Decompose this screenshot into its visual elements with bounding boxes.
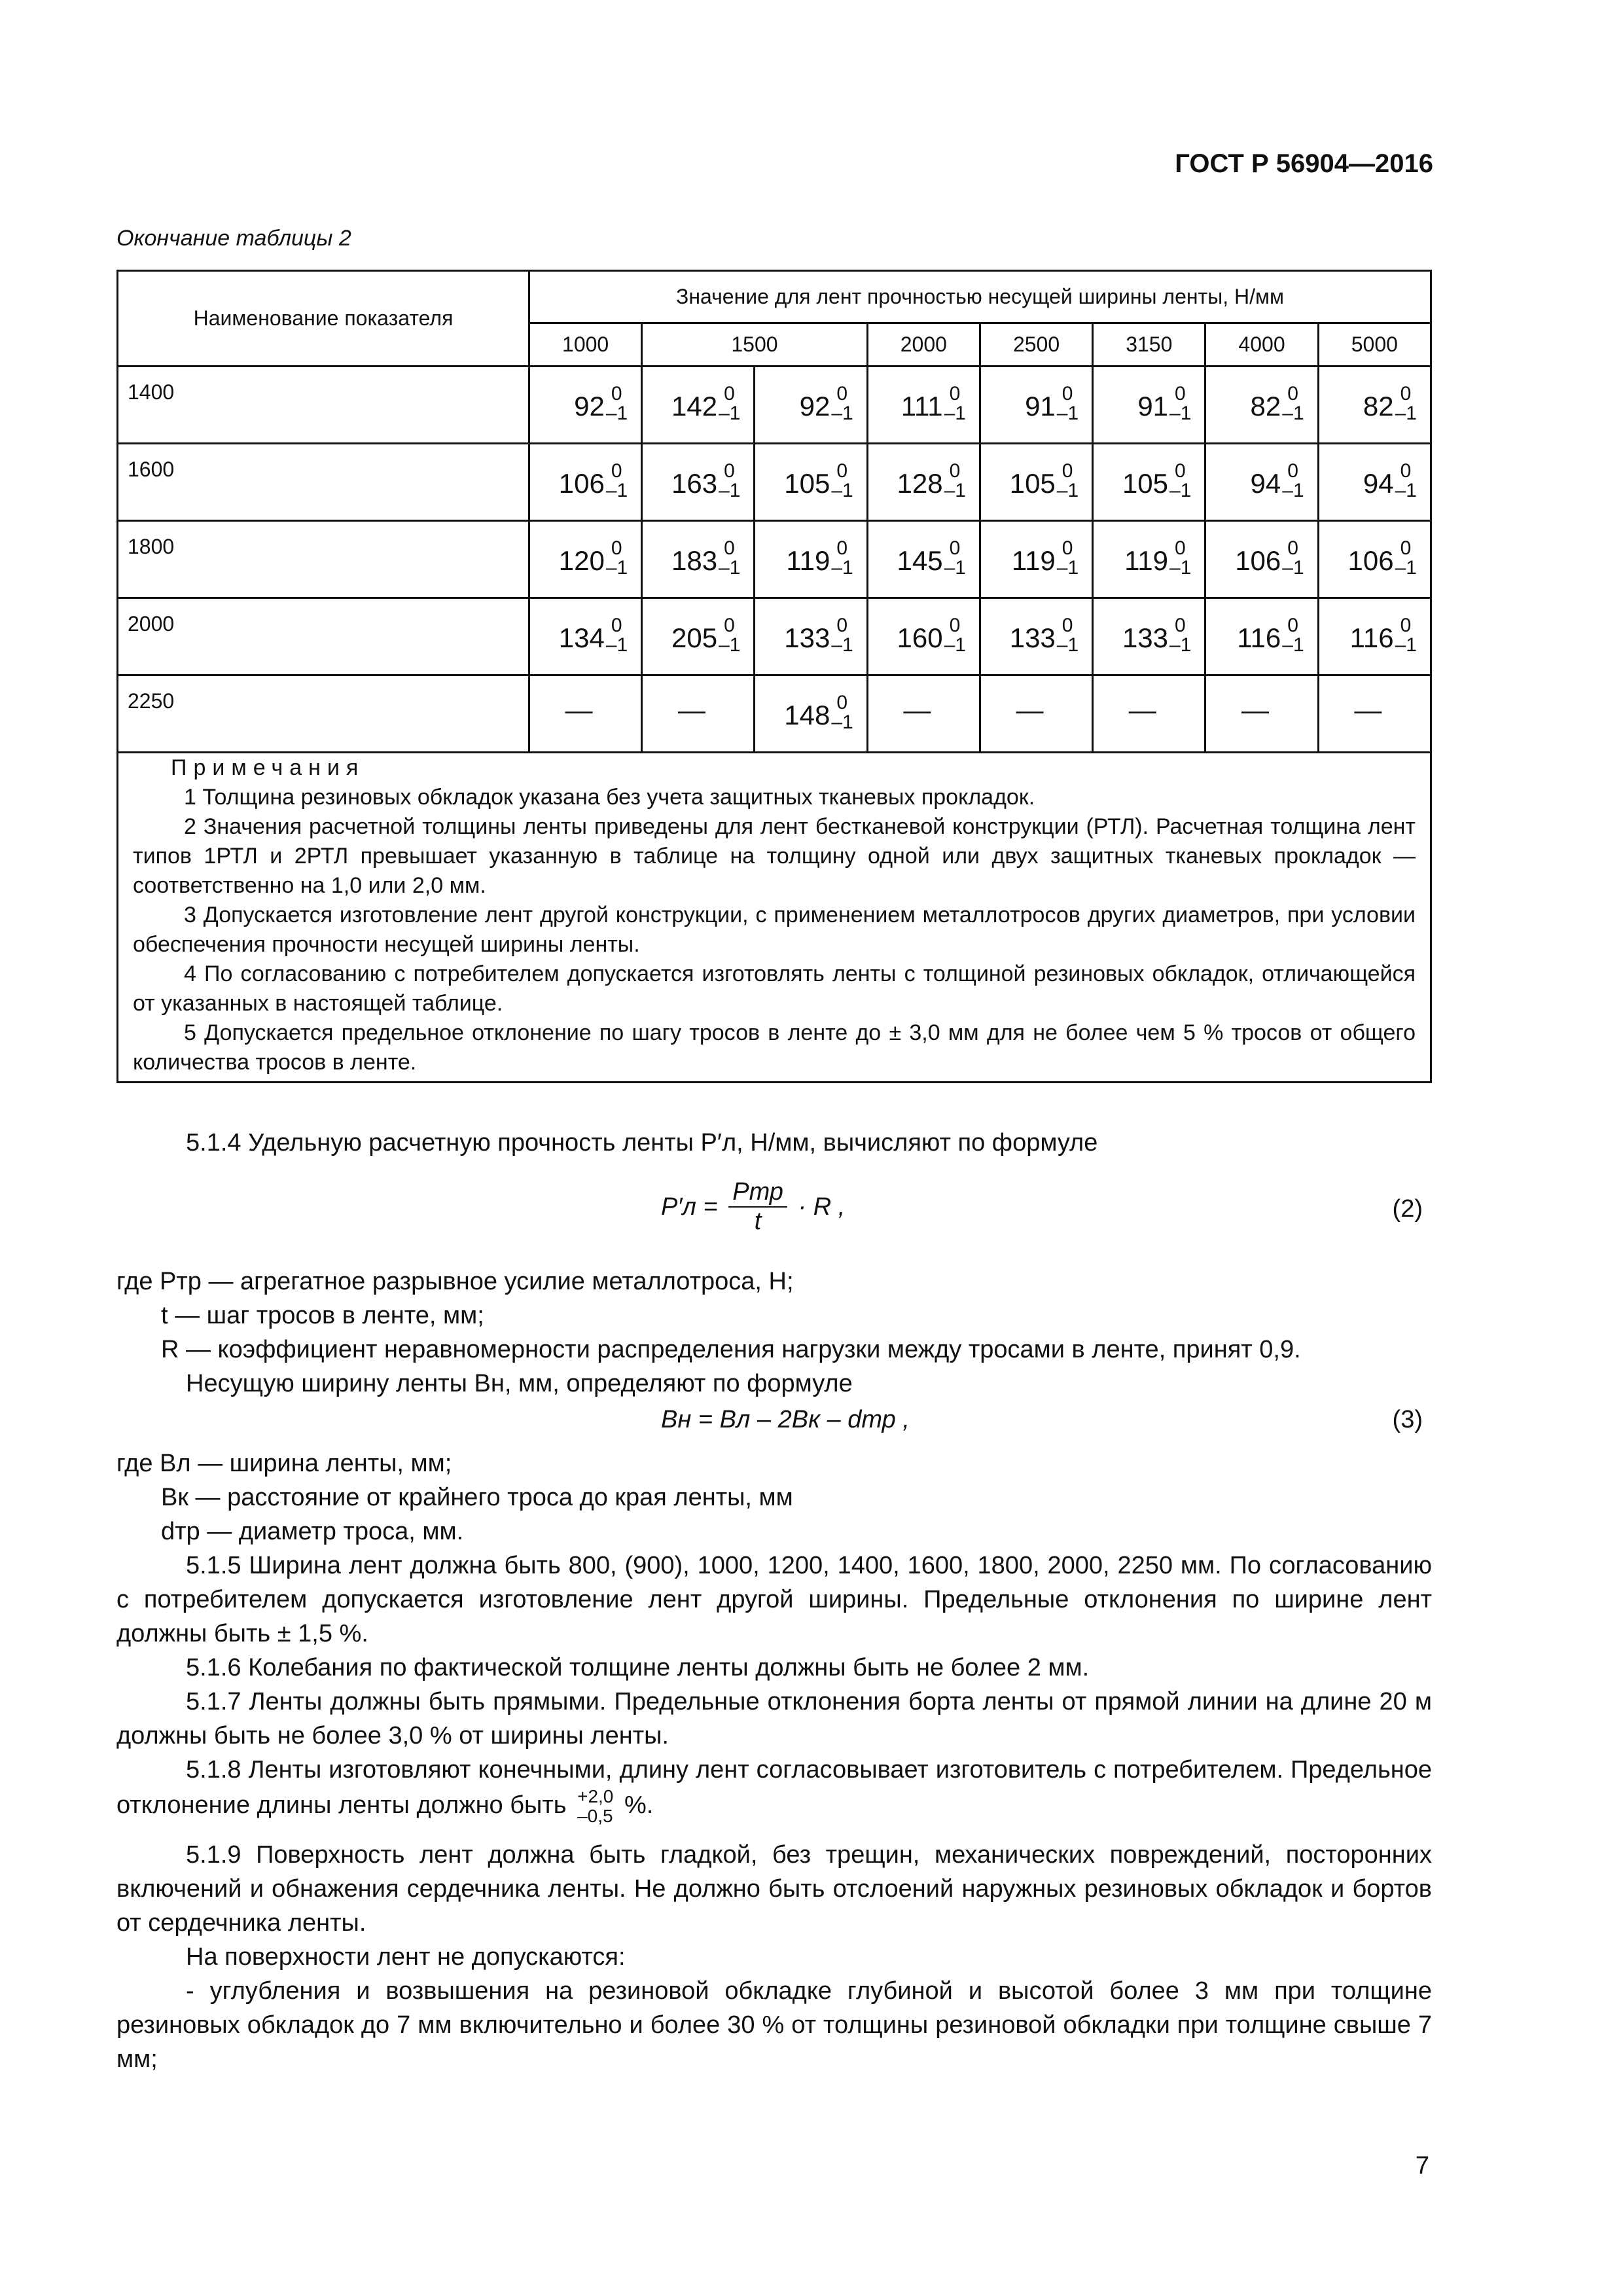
where-dtr: dтр — диаметр троса, мм. [161, 1518, 464, 1545]
tolerance-lower: –1 [1282, 557, 1304, 579]
table-cell [1318, 444, 1431, 521]
tolerance [1395, 616, 1417, 655]
tolerance-upper: 0 [724, 615, 735, 636]
tolerance [944, 384, 966, 423]
tolerance-lower: –1 [605, 557, 628, 579]
cell-value: 94 [1250, 468, 1281, 499]
cell-value: 183 [671, 545, 718, 576]
para-5-1-4: 5.1.4 Удельную расчетную прочность ленты P′л, Н/мм, вычисляют по формуле [186, 1129, 1098, 1157]
table-cell [642, 521, 755, 598]
tolerance-upper: 0 [1400, 460, 1412, 482]
para-5-1-8-text: 5.1.8 Ленты изготовляют конечными, длину лент согласовывает изготовитель с потребителем. Предельное отклонение длины ленты должно быть [116, 1756, 1432, 1820]
tolerance-lower: –1 [1169, 480, 1192, 501]
row-label: 1800 [118, 521, 529, 598]
cell-value: 133 [784, 622, 830, 653]
table-cell [1205, 598, 1318, 675]
tolerance [944, 461, 966, 501]
cell-value: 82 [1363, 391, 1394, 422]
table-row [118, 521, 1431, 598]
table-cell [1093, 598, 1205, 675]
tolerance-lower: –1 [831, 634, 853, 656]
tolerance-lower: –1 [1282, 480, 1304, 501]
table-cell [529, 598, 642, 675]
length-tolerance-upper: +2,0 [577, 1786, 614, 1806]
tolerance-lower: –1 [1056, 403, 1079, 424]
tolerance-upper: 0 [836, 460, 848, 482]
table-cell [980, 521, 1092, 598]
formula2-lhs: P′л = [661, 1193, 718, 1221]
cell-value: 120 [558, 545, 605, 576]
tolerance [606, 461, 628, 501]
column-header: 1500 [642, 323, 867, 367]
tolerance [1169, 384, 1191, 423]
cell-value: 106 [1347, 545, 1394, 576]
cell-value: 111 [901, 391, 943, 422]
column-header: 3150 [1093, 323, 1205, 367]
cell-value: 91 [1137, 391, 1169, 422]
tolerance [1395, 384, 1417, 423]
equation-number-3: (3) [1392, 1406, 1423, 1433]
para-5-1-8 [116, 1753, 1432, 1826]
tolerance-upper: 0 [1175, 460, 1186, 482]
para-surface: На поверхности лент не допускаются: [186, 1943, 626, 1971]
cell-value: 142 [671, 391, 718, 422]
formula2-denominator: t [754, 1208, 762, 1235]
table-cell [642, 367, 755, 444]
name-header: Наименование показателя [118, 271, 529, 367]
tolerance-upper: 0 [836, 692, 848, 713]
cell-value: 145 [897, 545, 943, 576]
para-5-1-6: 5.1.6 Колебания по фактической толщине ленты должны быть не более 2 мм. [186, 1654, 1090, 1681]
where-block-1 [116, 1265, 1432, 1401]
where-r: R — коэффициент неравномерности распределения нагрузки между тросами в ленте, принят 0,9. [161, 1336, 1301, 1363]
tolerance-upper: 0 [949, 460, 961, 482]
tolerance [1282, 384, 1304, 423]
tolerance-upper: 0 [724, 383, 735, 404]
cell-value: 94 [1363, 468, 1394, 499]
thickness-table [116, 270, 1432, 1083]
tolerance [1395, 539, 1417, 578]
table-cell [1205, 675, 1318, 753]
tolerance [831, 616, 853, 655]
cell-value: 119 [1124, 545, 1169, 576]
table-cell [529, 444, 642, 521]
section-5-1-4 [116, 1126, 1432, 1160]
table-cell [980, 444, 1092, 521]
tolerance-lower: –1 [1395, 557, 1417, 579]
cell-value: 105 [784, 468, 830, 499]
tolerance [1169, 616, 1191, 655]
tolerance-upper: 0 [1400, 615, 1412, 636]
tolerance [1169, 461, 1191, 501]
cell-value: 119 [1011, 545, 1056, 576]
tolerance-upper: 0 [836, 615, 848, 636]
length-tolerance [577, 1787, 613, 1826]
para-5-1-8-end: %. [624, 1791, 654, 1820]
tolerance [944, 616, 966, 655]
cell-value: 205 [671, 622, 718, 653]
cell-value: 92 [574, 391, 605, 422]
table-cell [1093, 521, 1205, 598]
table-cell [755, 367, 867, 444]
table-cell [642, 598, 755, 675]
column-header: 2500 [980, 323, 1092, 367]
empty-dash: — [1241, 694, 1270, 725]
note-item: 1 Толщина резиновых обкладок указана без учета защитных тканевых прокладок. [184, 785, 1035, 810]
tolerance-lower: –1 [719, 634, 741, 656]
tolerance-lower: –1 [831, 403, 853, 424]
formula-3: Bн = Bл – 2Bк – dтр , [661, 1406, 910, 1433]
tolerance [719, 461, 740, 501]
table-row [118, 444, 1431, 521]
where-t: t — шаг тросов в ленте, мм; [161, 1302, 484, 1329]
tolerance [831, 693, 853, 732]
note-item: 4 По согласованию с потребителем допускается изготовлять ленты с толщиной резиновых обкладок, отличающейся от указанных в настоящей таблице. [133, 961, 1416, 1016]
tolerance-lower: –1 [719, 557, 741, 579]
para-5-1-5: 5.1.5 Ширина лент должна быть 800, (900), 1000, 1200, 1400, 1600, 1800, 2000, 2250 мм. По согласованию с потребителем допускается изготовление лент другой ширины. Предельные отклонения по ширине лент должны быть ± 1,5 %. [116, 1552, 1432, 1647]
tolerance [606, 539, 628, 578]
table-cell [867, 521, 980, 598]
tolerance-lower: –1 [1056, 480, 1079, 501]
cell-value: 128 [897, 468, 943, 499]
tolerance [606, 616, 628, 655]
tolerance-upper: 0 [1400, 383, 1412, 404]
empty-dash: — [677, 694, 705, 725]
tolerance [1057, 539, 1079, 578]
cell-value: 160 [897, 622, 943, 653]
table-cell [1318, 521, 1431, 598]
table-cell [529, 367, 642, 444]
tolerance-upper: 0 [949, 537, 961, 559]
notes-cell [118, 753, 1431, 1083]
table-cell [1318, 367, 1431, 444]
para-bn: Несущую ширину ленты Bн, мм, определяют по формуле [186, 1370, 853, 1397]
tolerance-lower: –1 [1169, 403, 1192, 424]
table-cell [1093, 444, 1205, 521]
where-bl: где Bл — ширина ленты, мм; [116, 1450, 452, 1477]
tolerance-upper: 0 [836, 537, 848, 559]
table-row [118, 367, 1431, 444]
tolerance-lower: –1 [1282, 634, 1304, 656]
tolerance-lower: –1 [944, 403, 966, 424]
tolerance-lower: –1 [605, 634, 628, 656]
para-bullet: - углубления и возвышения на резиновой обкладке глубиной и высотой более 3 мм при толщине резиновых обкладок до 7 мм включительно и более 30 % от толщины резиновой обкладки при толщине свыше 7 мм; [116, 1977, 1432, 2073]
tolerance [1282, 461, 1304, 501]
where-bk: Bк — расстояние от крайнего троса до края ленты, мм [161, 1484, 793, 1511]
column-header: 1000 [529, 323, 642, 367]
para-5-1-7: 5.1.7 Ленты должны быть прямыми. Предельные отклонения борта ленты от прямой линии на длине 20 м должны быть не более 3,0 % от ширины ленты. [116, 1688, 1432, 1749]
equation-number-2: (2) [1392, 1195, 1423, 1223]
table-cell [1205, 521, 1318, 598]
cell-value: 163 [671, 468, 718, 499]
tolerance [1057, 461, 1079, 501]
tolerance [719, 616, 740, 655]
tolerance-lower: –1 [944, 480, 966, 501]
tolerance-lower: –1 [1395, 403, 1417, 424]
table-cell [642, 444, 755, 521]
tolerance-upper: 0 [1287, 383, 1298, 404]
row-label: 2250 [118, 675, 529, 753]
tolerance-lower: –1 [719, 480, 741, 501]
note-item: 2 Значения расчетной толщины ленты приведены для лент бестканевой конструкции (РТЛ). Расчетная толщина лент типов 1РТЛ и 2РТЛ превышает указанную в таблице на толщину одной или двух защитных тканевых прокладок — соответственно на 1,0 или 2,0 мм. [133, 814, 1416, 898]
table-cell [867, 444, 980, 521]
cell-value: 133 [1009, 622, 1056, 653]
cell-value: 134 [558, 622, 605, 653]
tolerance-lower: –1 [1056, 634, 1079, 656]
note-item: 5 Допускается предельное отклонение по шагу тросов в ленте до ± 3,0 мм для не более чем 5 % тросов от общего количества тросов в ленте. [133, 1020, 1416, 1075]
tolerance-upper: 0 [1061, 460, 1073, 482]
cell-value: 116 [1237, 622, 1281, 653]
tolerance-lower: –1 [1282, 403, 1304, 424]
group-header: Значение для лент прочностью несущей ширины ленты, Н/мм [529, 271, 1431, 323]
table-cell [1318, 598, 1431, 675]
cell-value: 105 [1009, 468, 1056, 499]
tolerance-lower: –1 [831, 711, 853, 733]
tolerance-upper: 0 [949, 383, 961, 404]
table-cell [1093, 675, 1205, 753]
empty-dash: — [1354, 694, 1382, 725]
row-label: 2000 [118, 598, 529, 675]
tolerance-upper: 0 [949, 615, 961, 636]
table-cell [980, 675, 1092, 753]
cell-value: 119 [786, 545, 830, 576]
cell-value: 105 [1122, 468, 1169, 499]
tolerance-upper: 0 [836, 383, 848, 404]
table-cell [1093, 367, 1205, 444]
column-header: 5000 [1318, 323, 1431, 367]
tolerance [831, 384, 853, 423]
table-cell [1318, 675, 1431, 753]
tolerance-lower: –1 [831, 480, 853, 501]
tolerance-lower: –1 [605, 403, 628, 424]
empty-dash: — [903, 694, 931, 725]
formula2-numerator: Pтр [728, 1178, 787, 1208]
tolerance-lower: –1 [944, 634, 966, 656]
tolerance-upper: 0 [611, 537, 622, 559]
tolerance-upper: 0 [1175, 615, 1186, 636]
cell-value: 133 [1122, 622, 1169, 653]
empty-dash: — [1128, 694, 1156, 725]
cell-value: 116 [1349, 622, 1394, 653]
tolerance-upper: 0 [611, 460, 622, 482]
table-cell [529, 521, 642, 598]
tolerance-upper: 0 [1175, 383, 1186, 404]
tolerance-lower: –1 [1056, 557, 1079, 579]
tolerance [1057, 384, 1079, 423]
tolerance-lower: –1 [1169, 634, 1192, 656]
tolerance-upper: 0 [1287, 615, 1298, 636]
formula2-rhs: · R , [798, 1193, 846, 1221]
tolerance-upper: 0 [1400, 537, 1412, 559]
tolerance [944, 539, 966, 578]
empty-dash: — [565, 694, 593, 725]
table-cell [755, 598, 867, 675]
table-cell [642, 675, 755, 753]
tolerance [831, 539, 853, 578]
tolerance [1282, 539, 1304, 578]
tolerance-upper: 0 [611, 383, 622, 404]
tolerance-upper: 0 [724, 460, 735, 482]
column-header: 2000 [867, 323, 980, 367]
formula-2 [661, 1178, 845, 1236]
cell-value: 92 [799, 391, 830, 422]
column-header: 4000 [1205, 323, 1318, 367]
standard-number: ГОСТ Р 56904—2016 [1175, 149, 1433, 178]
row-label: 1400 [118, 367, 529, 444]
tolerance [1282, 616, 1304, 655]
tolerance [1395, 461, 1417, 501]
tolerance-upper: 0 [1061, 615, 1073, 636]
formula2-fraction [728, 1178, 787, 1236]
table-cell [867, 367, 980, 444]
empty-dash: — [1016, 694, 1044, 725]
cell-value: 91 [1025, 391, 1056, 422]
note-item: 3 Допускается изготовление лент другой конструкции, с применением металлотросов других диаметров, при условии обеспечения прочности несущей ширины ленты. [133, 903, 1416, 957]
where-p-tr: где Pтр — агрегатное разрывное усилие металлотроса, Н; [116, 1268, 794, 1295]
tolerance-lower: –1 [1395, 634, 1417, 656]
tolerance-lower: –1 [944, 557, 966, 579]
table-cell [755, 444, 867, 521]
para-5-1-9: 5.1.9 Поверхность лент должна быть гладкой, без трещин, механических повреждений, посторонних включений и обнажения сердечника ленты. Не должно быть отслоений наружных резиновых обкладок и бортов от сердечника ленты. [116, 1841, 1432, 1937]
cell-value: 106 [1235, 545, 1281, 576]
notes-title: Примечания [171, 755, 365, 780]
length-tolerance-lower: –0,5 [577, 1806, 613, 1826]
tolerance-lower: –1 [831, 557, 853, 579]
cell-value: 106 [558, 468, 605, 499]
table-cell [1205, 444, 1318, 521]
table-cell [980, 598, 1092, 675]
row-label: 1600 [118, 444, 529, 521]
tolerance-upper: 0 [1175, 537, 1186, 559]
tolerance [1057, 616, 1079, 655]
tolerance-lower: –1 [605, 480, 628, 501]
page-number: 7 [1415, 2152, 1429, 2179]
tolerance-lower: –1 [1395, 480, 1417, 501]
table-cell [755, 675, 867, 753]
tolerance-upper: 0 [611, 615, 622, 636]
tolerance-upper: 0 [724, 537, 735, 559]
tolerance-upper: 0 [1287, 460, 1298, 482]
table-cell [980, 367, 1092, 444]
cell-value: 82 [1250, 391, 1281, 422]
where-block-2 [116, 1446, 1432, 2076]
table-row [118, 598, 1431, 675]
tolerance [719, 384, 740, 423]
table-cell [867, 598, 980, 675]
table-cell [529, 675, 642, 753]
tolerance-upper: 0 [1061, 537, 1073, 559]
tolerance [719, 539, 740, 578]
tolerance [1169, 539, 1191, 578]
tolerance [606, 384, 628, 423]
table-cell [755, 521, 867, 598]
tolerance-lower: –1 [1169, 557, 1192, 579]
table-caption: Окончание таблицы 2 [116, 226, 351, 251]
table-cell [1205, 367, 1318, 444]
table-row [118, 675, 1431, 753]
table-cell [867, 675, 980, 753]
tolerance-upper: 0 [1061, 383, 1073, 404]
tolerance-lower: –1 [719, 403, 741, 424]
tolerance [831, 461, 853, 501]
tolerance-upper: 0 [1287, 537, 1298, 559]
cell-value: 148 [784, 700, 830, 730]
